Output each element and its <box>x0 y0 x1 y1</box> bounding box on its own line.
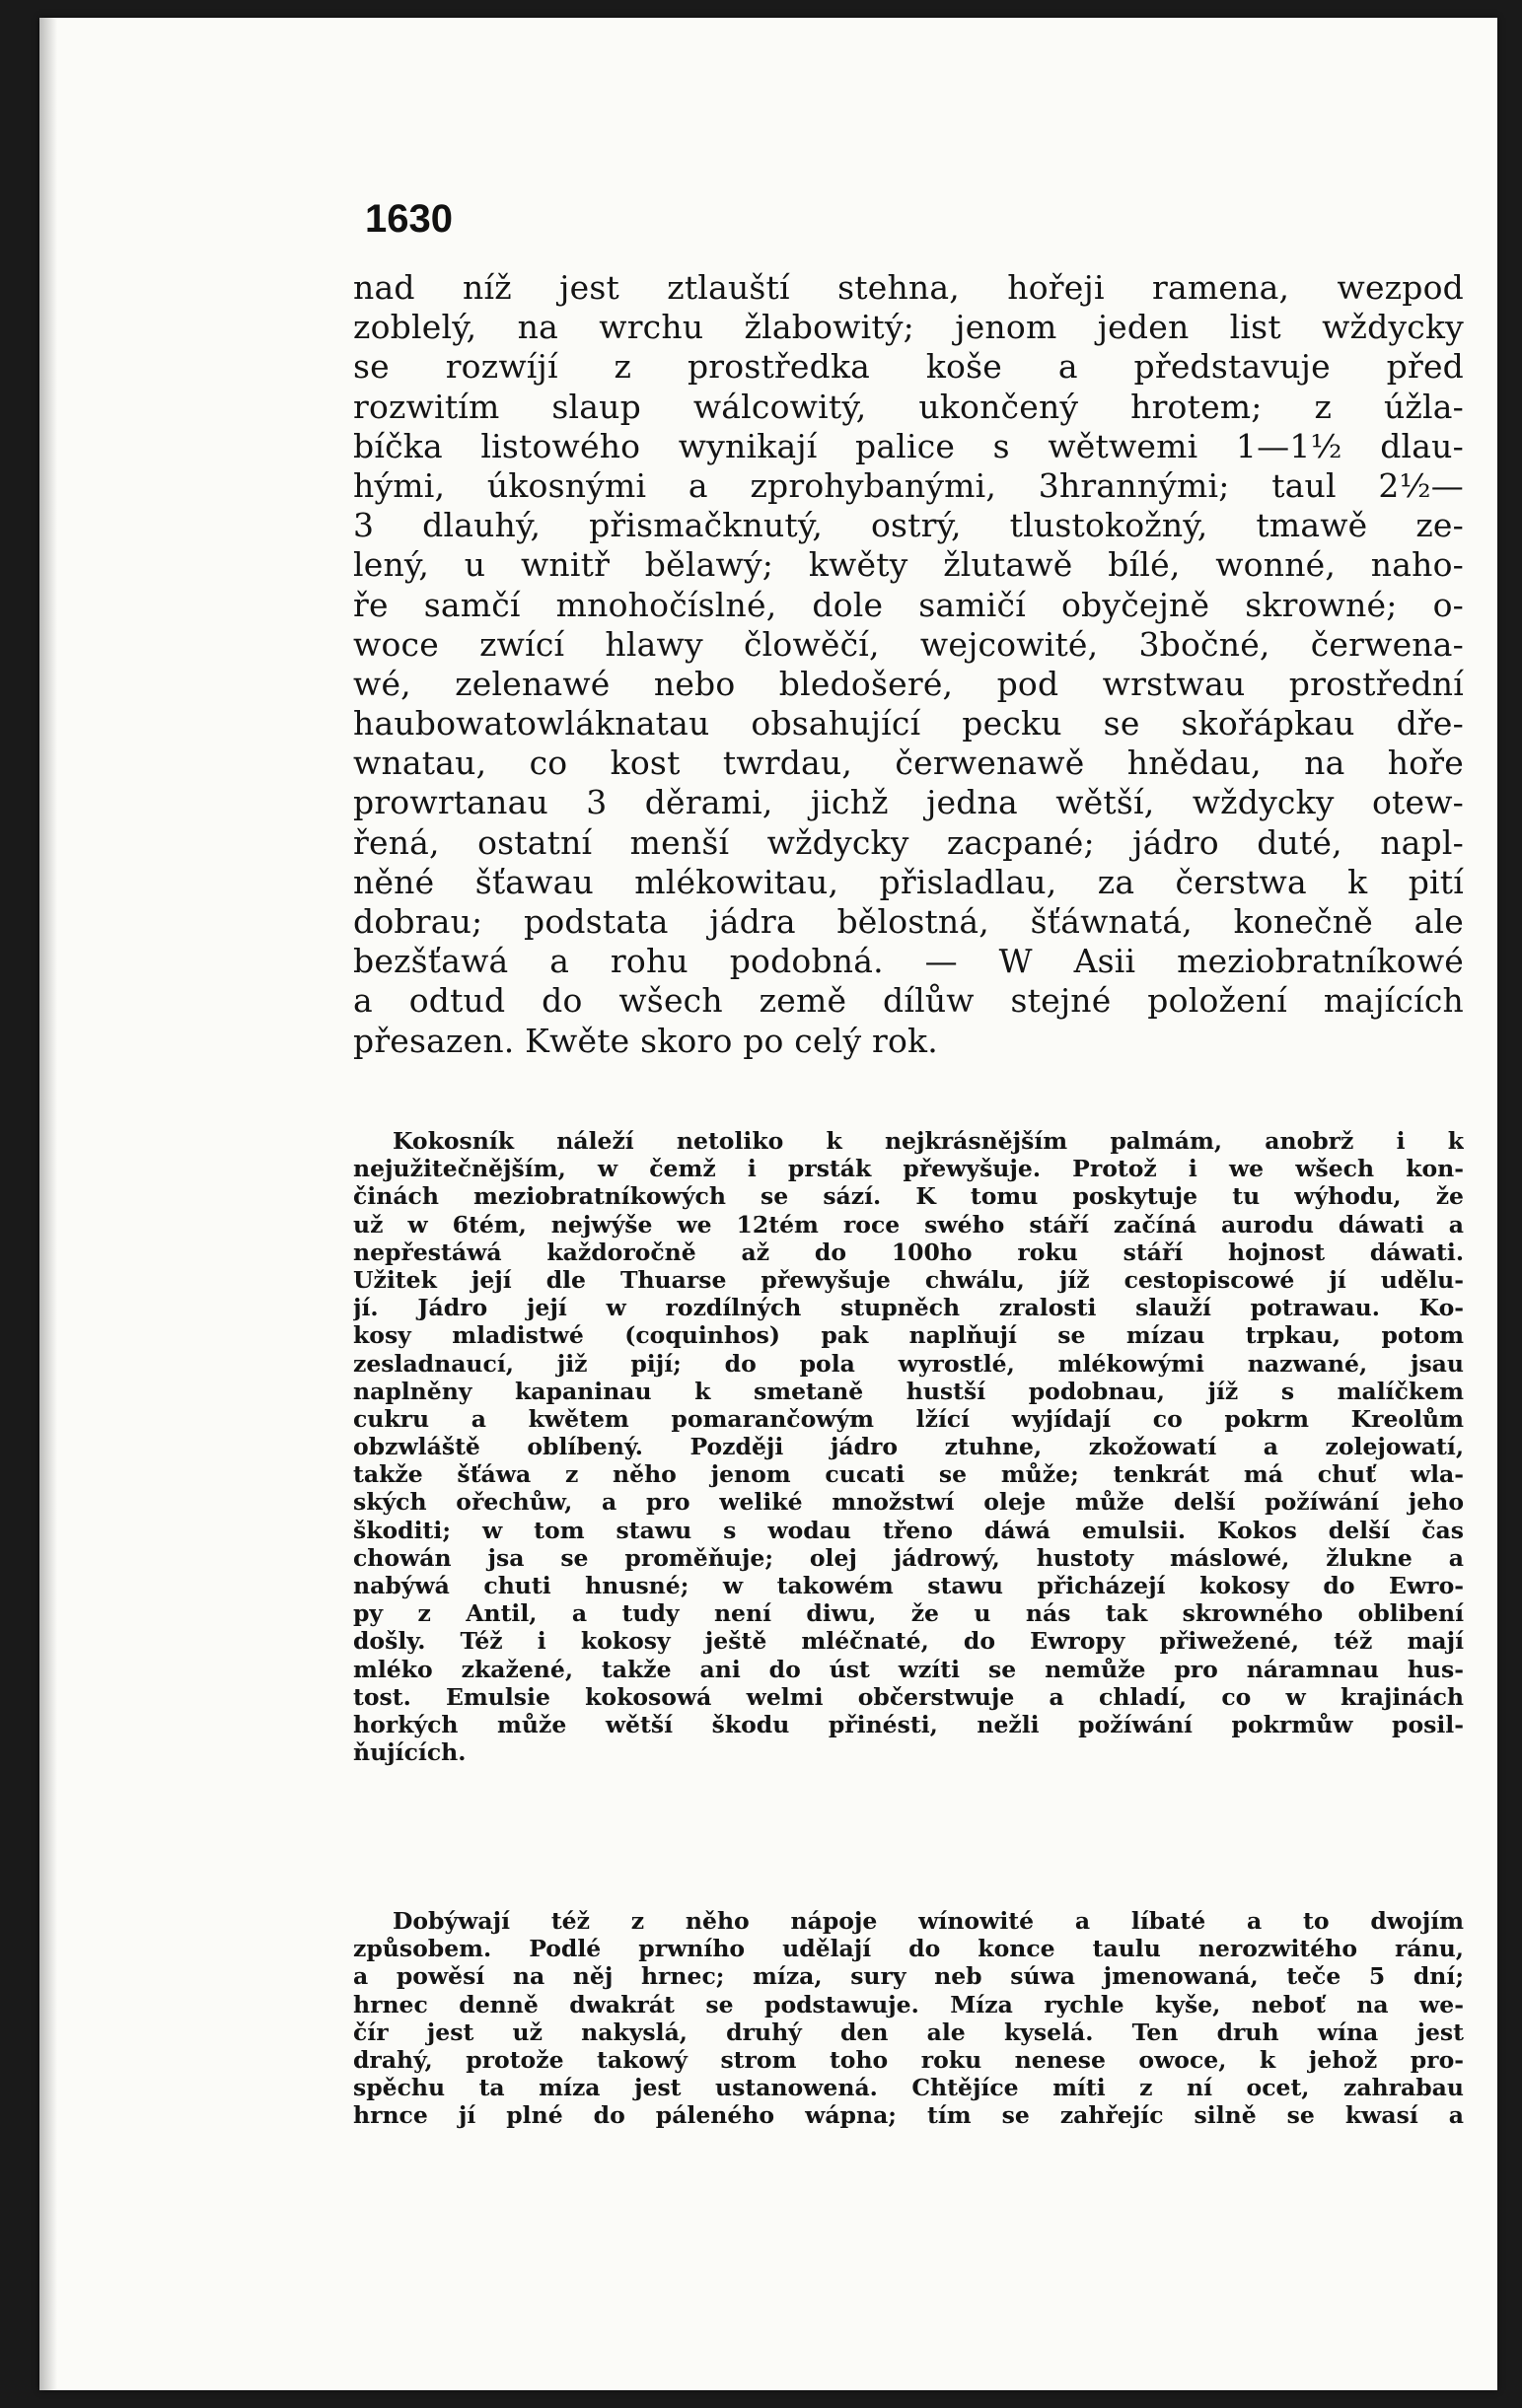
text-line: a odtud do wšech země dílůw stejné položení majících <box>353 981 1464 1021</box>
note-paragraph <box>353 1127 1464 1766</box>
text-line: wnatau, co kost twrdau, čerwenawě hnědau, na hoře <box>353 744 1464 783</box>
note-line: Užitek její dle Thuarse přewyšuje chwálu, jíž cestopiscowé jí udělu- <box>353 1265 1464 1294</box>
page-number: 1630 <box>365 197 453 241</box>
note-line: naplněny kapaninau k smetaně hustší podobnau, jíž s malíčkem <box>353 1377 1464 1405</box>
text-line: wé, zelenawé nebo bledošeré, pod wrstwau prostřední <box>353 664 1464 703</box>
text-line: woce zwící hlawy člowěčí, wejcowité, 3bočné, čerwena- <box>353 624 1464 664</box>
text-line: haubowatowláknatau obsahující pecku se skořápkau dře- <box>353 704 1464 744</box>
note-line: Kokosník náleží netoliko k nejkrásnějším palmám, anobrž i k <box>393 1127 1464 1155</box>
text-line: bezšťawá a rohu podobná. — W Asii meziobratníkowé <box>353 942 1464 981</box>
paragraph-line: čír jest už nakyslá, druhý den ale kyselá. Ten druh wína jest <box>353 2018 1464 2046</box>
paragraph-line: hrnec denně dwakrát se podstawuje. Míza rychle kyše, neboť na we- <box>353 1990 1464 2018</box>
text-line: přesazen. Kwěte skoro po celý rok. <box>353 1021 938 1060</box>
note-line: jí. Jádro její w rozdílných stupněch zralosti slauží potrawau. Ko- <box>353 1294 1464 1322</box>
note-line: py z Antil, a tudy není diwu, že u nás tak skrowného oblibení <box>353 1599 1464 1628</box>
paragraph-line: Dobýwají též z něho nápoje wínowité a líbaté a to dwojím <box>393 1907 1464 1935</box>
paragraph-line: hrnce jí plné do páleného wápna; tím se zahřejíc silně se kwasí a <box>353 2101 1464 2130</box>
text-line: lený, u wnitř bělawý; kwěty žlutawě bílé, wonné, naho- <box>353 545 1464 585</box>
note-line: takže šťáwa z něho jenom cucati se může; tenkrát má chuť wla- <box>353 1460 1464 1489</box>
note-line: došly. Též i kokosy ještě mléčnaté, do Ewropy přiwežené, též mají <box>353 1627 1464 1656</box>
note-line: už w 6tém, nejwýše we 12tém roce swého stáří začíná aurodu dáwati a <box>353 1210 1464 1239</box>
note-line: mléko zkažené, takže ani do úst wzíti se nemůže pro náramnau hus- <box>353 1655 1464 1683</box>
paragraph-line: spěchu ta míza jest ustanowená. Chtějíce míti z ní ocet, zahrabau <box>353 2074 1464 2102</box>
text-line: ře samčí mnohočíslné, dole samičí obyčejně skrowné; o- <box>353 585 1464 624</box>
paragraph-line: a powěsí na něj hrnec; míza, sury neb súwa jmenowaná, teče 5 dní; <box>353 1962 1464 1991</box>
note-line: kosy mladistwé (coquinhos) pak naplňují se mízau trpkau, potom <box>353 1321 1464 1350</box>
note-line: zesladnaucí, již pijí; do pola wyrostlé, mlékowými nazwané, jsau <box>353 1349 1464 1378</box>
note-line: ských ořechůw, a pro weliké množstwí oleje může delší požíwání jeho <box>353 1488 1464 1517</box>
text-line: rozwitím slaup wálcowitý, ukončený hrotem; z úžla- <box>353 387 1464 426</box>
text-line: prowrtanau 3 děrami, jichž jedna wětší, wždycky otew- <box>353 783 1464 822</box>
text-line: nad níž jest ztlauští stehna, hořeji ramena, wezpod <box>353 268 1464 307</box>
text-line: dobrau; podstata jádra bělostná, šťáwnatá, konečně ale <box>353 902 1464 941</box>
main-paragraph <box>353 268 1464 1061</box>
paragraph-line: drahý, protože takowý strom toho roku nenese owoce, k jehož pro- <box>353 2045 1464 2074</box>
page-fold-shadow <box>39 18 57 2390</box>
note-line: škoditi; w tom stawu s wodau třeno dáwá emulsii. Kokos delší čas <box>353 1516 1464 1544</box>
note-line: ňujících. <box>353 1738 467 1767</box>
note-line: chowán jsa se proměňuje; olej jádrowý, hustoty máslowé, žlukne a <box>353 1543 1464 1572</box>
note-line: nejužitečnějším, w čemž i prsták přewyšuje. Protož i we wšech kon- <box>353 1155 1464 1183</box>
text-line: řená, ostatní menší wždycky zacpané; jádro duté, napl- <box>353 822 1464 862</box>
note-line: cukru a kwětem pomarančowým lžící wyjídají co pokrm Kreolům <box>353 1404 1464 1433</box>
note-line: tost. Emulsie kokosowá welmi občerstwuje a chladí, co w krajinách <box>353 1682 1464 1711</box>
note-line: horkých může wětší škodu přinésti, nežli požíwání pokrmůw posil- <box>353 1710 1464 1738</box>
note-line: nabýwá chuti hnusné; w takowém stawu přicházejí kokosy do Ewro- <box>353 1572 1464 1599</box>
note-line: nepřestáwá každoročně až do 100ho roku stáří hojnost dáwati. <box>353 1238 1464 1266</box>
text-line: hými, úkosnými a zprohybanými, 3hrannými; taul 2½— <box>353 465 1464 505</box>
book-page <box>39 18 1497 2390</box>
text-line: něné šťawau mlékowitau, přisladlau, za čerstwa k pití <box>353 862 1464 901</box>
note-line: činách meziobratníkowých se sází. K tomu poskytuje tu wýhodu, že <box>353 1182 1464 1211</box>
second-paragraph <box>353 1907 1464 2130</box>
text-line: se rozwíjí z prostředka koše a představuje před <box>353 347 1464 387</box>
paragraph-line: způsobem. Podlé prwního udělají do konce taulu nerozwitého ránu, <box>353 1935 1464 1963</box>
text-line: bíčka listowého wynikají palice s wětwemi 1—1½ dlau- <box>353 426 1464 465</box>
note-line: obzwláště oblíbený. Později jádro ztuhne, zkožowatí a zolejowatí, <box>353 1433 1464 1461</box>
text-line: 3 dlauhý, přismačknutý, ostrý, tlustokožný, tmawě ze- <box>353 506 1464 545</box>
text-line: zoblelý, na wrchu žlabowitý; jenom jeden list wždycky <box>353 308 1464 347</box>
